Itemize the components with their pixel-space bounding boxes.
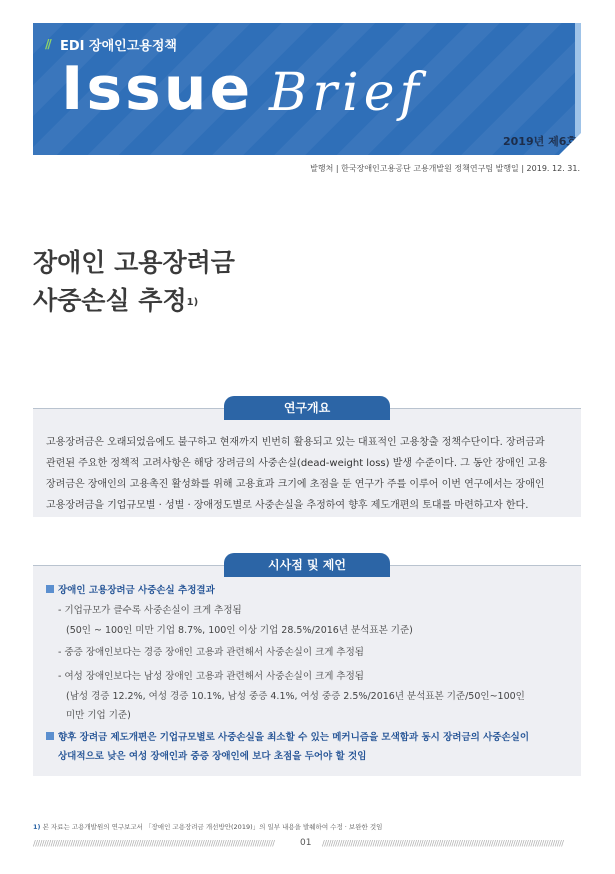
issue-number: 2019년 제6호 [503,135,577,148]
overview-line: 고용장려금을 기업규모별 · 성별 · 장애정도별로 사중손실을 추정하여 향후 제도개편의 토대를 마련하고자 한다. [46,500,529,511]
overview-line: 관련된 주요한 정책적 고려사항은 해당 장려금의 사중손실(dead-weight loss) 발생 수준이다. 그 동안 장애인 고용 [46,458,548,469]
overview-heading-tab: 연구개요 [224,396,390,420]
footer-hatch-right: ////////////////////////////////////////////////////////////////////////////////////////////////////////////// [322,840,564,848]
finding-bullet-1-text: 장애인 고용장려금 사중손실 추정결과 [58,585,215,596]
sub-finding-2: - 중증 장애인보다는 경증 장애인 고용과 관련해서 사중손실이 크게 추정됨 [58,647,364,658]
finding-bullet-2-text: 향후 장려금 제도개편은 기업규모별로 사중손실을 최소할 수 있는 메커니즘을 모색함과 동시 장려금의 사중손실이 [58,732,530,743]
sub-finding-3: - 여성 장애인보다는 남성 장애인 고용과 관련해서 사중손실이 크게 추정됨 [58,671,364,682]
sub-finding-3-detail-2: 미만 기업 기준) [66,710,131,721]
title-line-2-text: 사중손실 추정 [33,286,187,315]
sub-finding-1-detail: (50인 ~ 100인 미만 기업 8.7%, 100인 이상 기업 28.5%/2016년 분석표본 기준) [66,625,413,636]
square-bullet-icon [46,732,54,740]
page-number: 01 [300,838,312,848]
title-line-2 [33,282,235,320]
finding-bullet-2-cont: 상대적으로 낮은 여성 장애인과 중증 장애인에 보다 초점을 두어야 할 것임 [58,751,367,762]
overview-line: 고용장려금은 오래되었음에도 불구하고 현재까지 빈번히 활용되고 있는 대표적인 고용창출 정책수단이다. 장려금과 [46,437,545,448]
series-name: EDI 장애인고용정책 [60,39,177,54]
title-footnote-mark: 1) [186,297,199,308]
finding-bullet-1 [46,581,215,600]
banner-slash-marks: // [45,37,50,51]
square-bullet-icon [46,585,54,593]
implications-heading-tab: 시사점 및 제언 [224,553,390,577]
finding-bullet-2 [46,728,529,747]
footnote-number: 1) [33,823,41,831]
footer-hatch-left: ////////////////////////////////////////////////////////////////////////////////////////////////////////////// [33,840,275,848]
banner-issue-word: Issue [61,54,254,124]
overview-body [46,432,571,516]
footnote [33,822,382,831]
issue-brief-banner [33,23,581,155]
banner-corner-fold [559,133,581,155]
title-line-1: 장애인 고용장려금 [33,248,235,277]
document-title [33,244,235,320]
footnote-text: 본 자료는 고용개발원의 연구보고서 「장애인 고용장려금 개선방안(2019)」의 일부 내용을 발췌하여 수정 · 보완한 것임 [42,823,383,831]
banner-brief-word: Brief [269,63,424,123]
sub-finding-1: - 기업규모가 클수록 사중손실이 크게 추정됨 [58,605,242,616]
sub-finding-3-detail-1: (남성 경증 12.2%, 여성 경증 10.1%, 남성 중증 4.1%, 여성 중증 2.5%/2016년 분석표본 기준/50인~100인 [66,691,525,702]
overview-line: 장려금은 장애인의 고용촉진 활성화를 위해 고용효과 크기에 초점을 둔 연구가 주를 이루어 이번 연구에서는 장애인 [46,479,545,490]
publisher-info: 발행처 | 한국장애인고용공단 고용개발원 정책연구팀 발행일 | 2019. 12. 31. [310,164,580,173]
